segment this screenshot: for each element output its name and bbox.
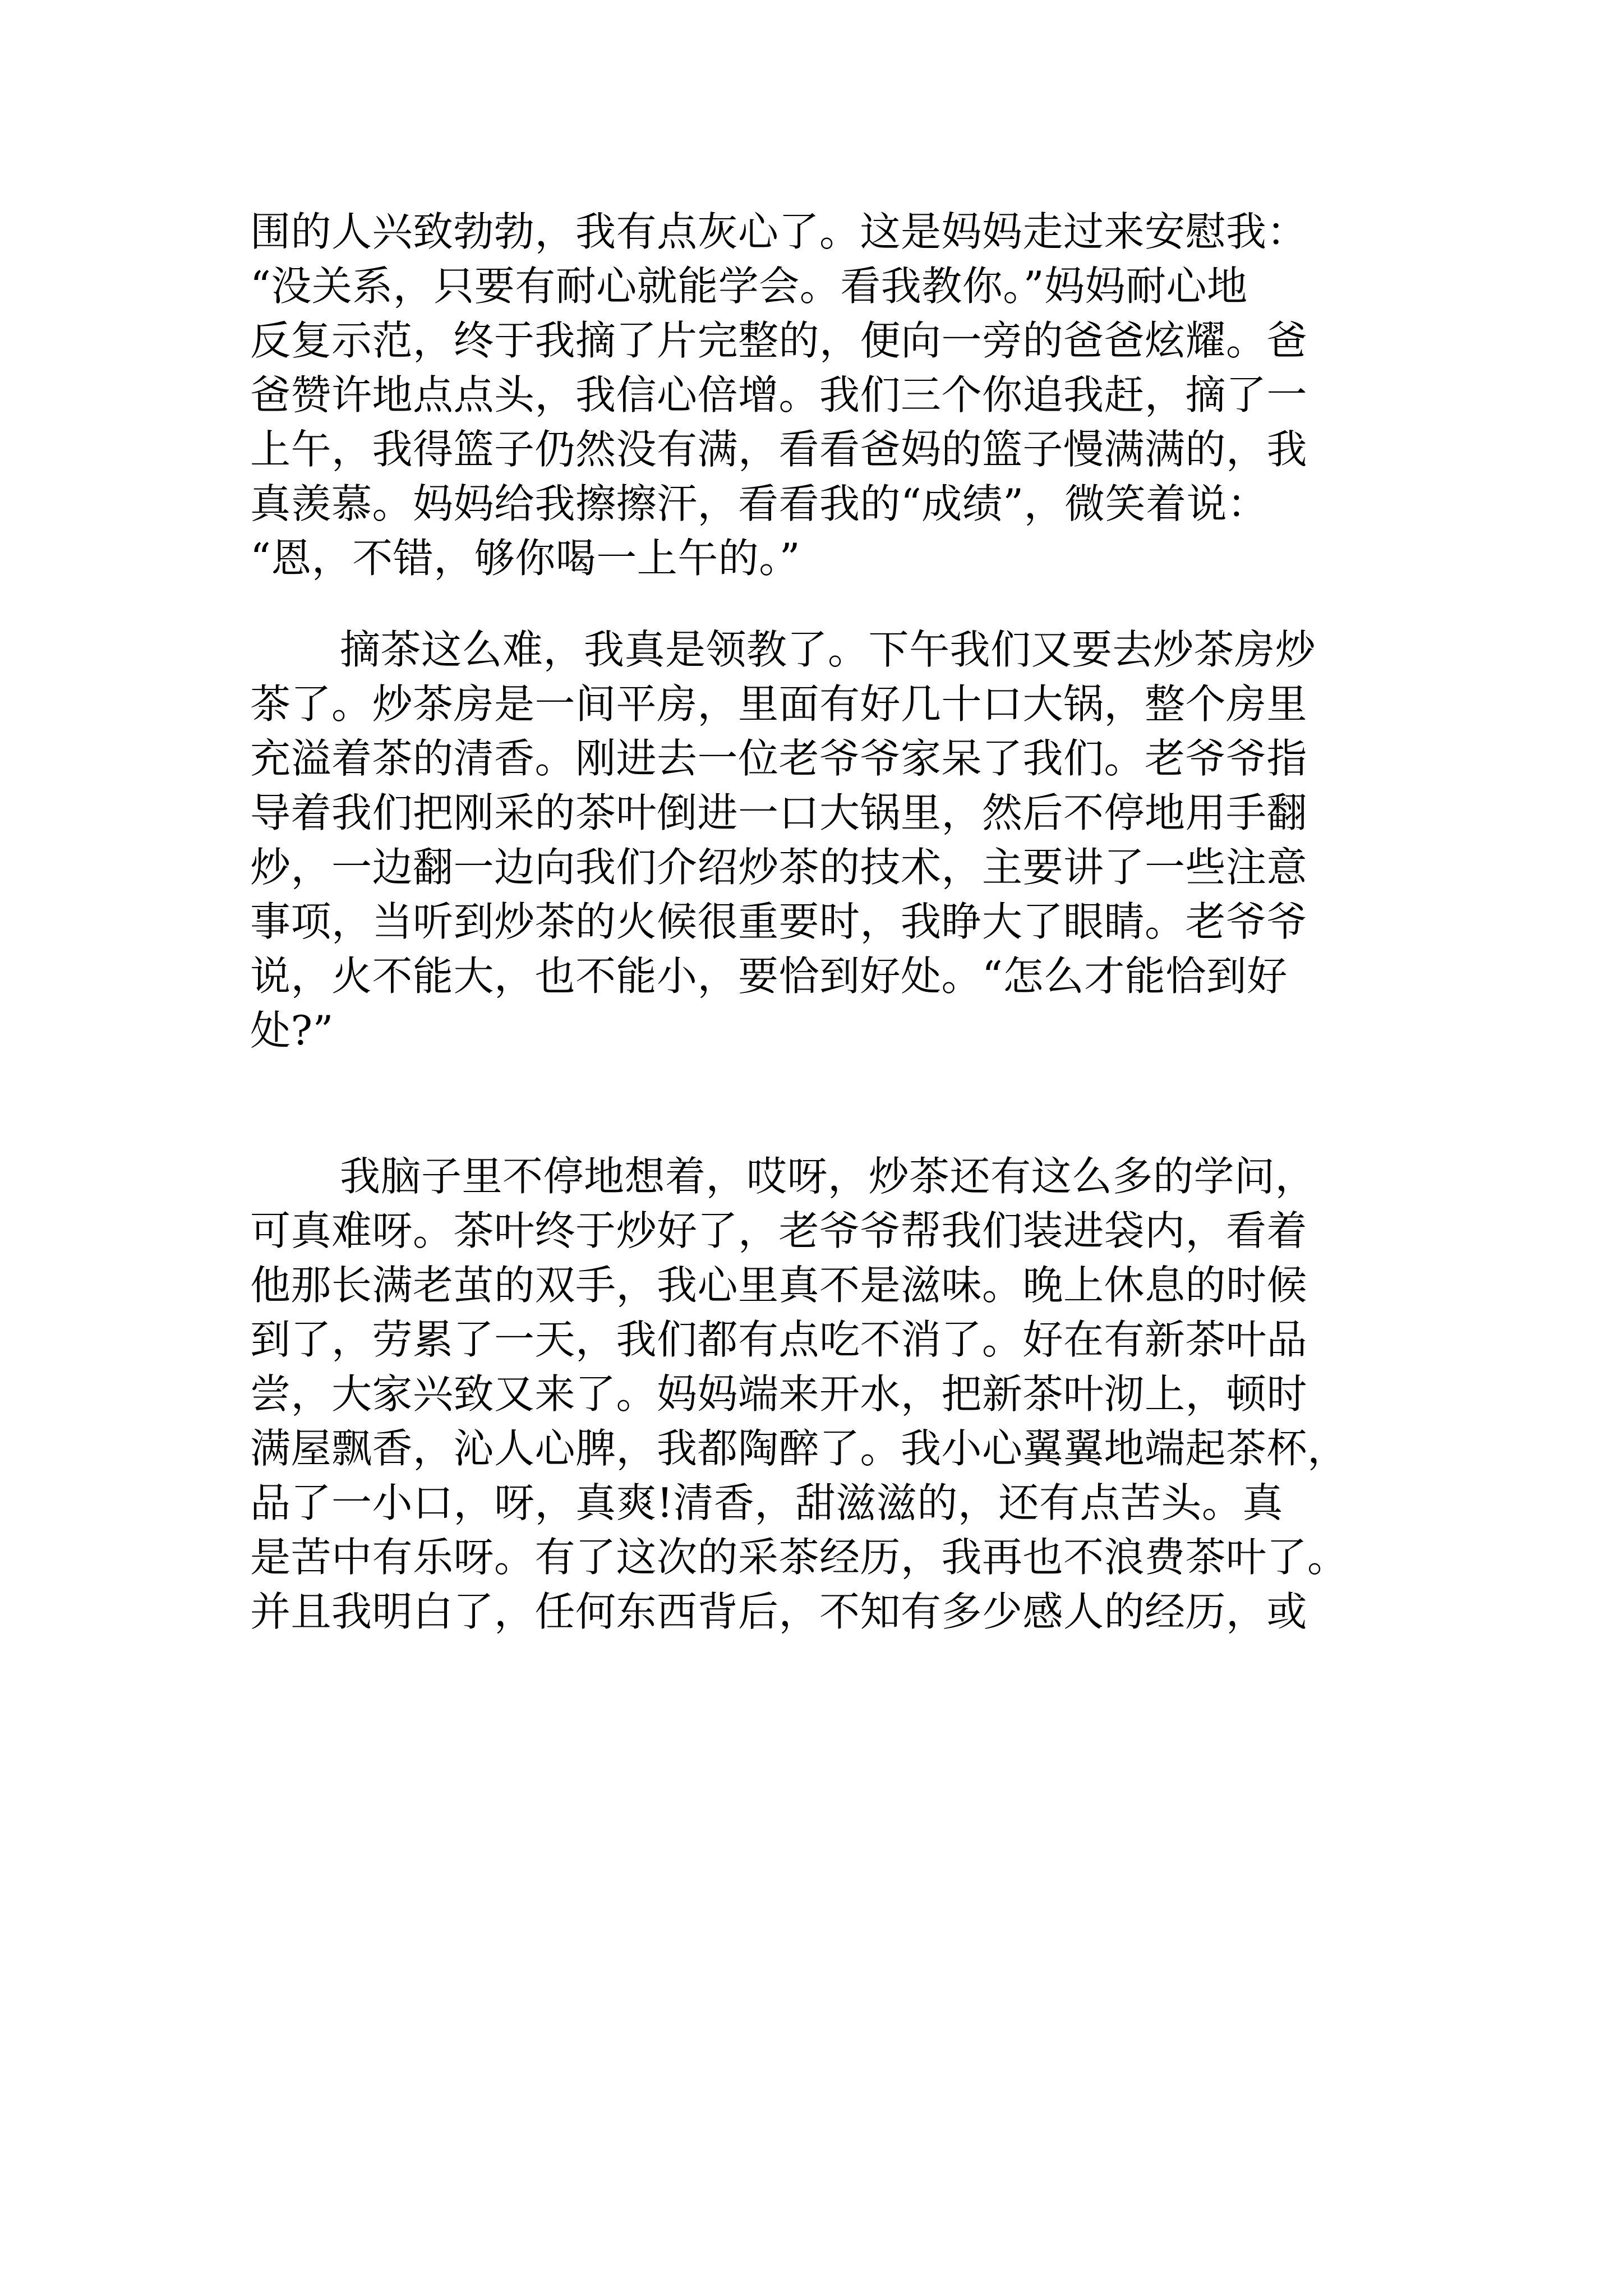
- text-line: 摘茶这么难，我真是领教了。下午我们又要去炒茶房炒: [340, 626, 1316, 673]
- text-line: 充溢着茶的清香。刚进去一位老爷爷家呆了我们。老爷爷指: [250, 735, 1308, 782]
- text-line: 上午，我得篮子仍然没有满，看看爸妈的篮子慢满满的，我: [250, 426, 1308, 473]
- text-line: 导着我们把刚采的茶叶倒进一口大锅里，然后不停地用手翻: [250, 789, 1308, 836]
- text-line: 可真难呀。茶叶终于炒好了，老爷爷帮我们装进袋内，看着: [250, 1207, 1308, 1254]
- text-line: 品了一小口，呀，真爽!清香，甜滋滋的，还有点苦头。真: [250, 1479, 1283, 1526]
- body-text: [250, 205, 1389, 1639]
- text-line: 满屋飘香，沁人心脾，我都陶醉了。我小心翼翼地端起茶杯，: [250, 1425, 1348, 1472]
- text-line: 尝，大家兴致又来了。妈妈端来开水，把新茶叶沏上，顿时: [250, 1370, 1308, 1418]
- text-line: 他那长满老茧的双手，我心里真不是滋味。晚上休息的时候: [250, 1262, 1308, 1309]
- text-line: 并且我明白了，任何东西背后，不知有多少感人的经历，或: [250, 1588, 1308, 1635]
- text-line: 到了，劳累了一天，我们都有点吃不消了。好在有新茶叶品: [250, 1316, 1308, 1363]
- text-line: [250, 1058, 1389, 1112]
- text-line: 真羡慕。妈妈给我擦擦汗，看看我的“成绩”，微笑着说：: [250, 480, 1268, 527]
- text-line: 处?”: [250, 1007, 334, 1054]
- text-line: 围的人兴致勃勃，我有点灰心了。这是妈妈走过来安慰我：: [250, 208, 1308, 255]
- text-line: 爸赞许地点点头，我信心倍增。我们三个你追我赶，摘了一: [250, 371, 1308, 418]
- paragraph-gap: [250, 586, 1389, 623]
- text-line: 茶了。炒茶房是一间平房，里面有好几十口大锅，整个房里: [250, 680, 1308, 728]
- text-line: 是苦中有乐呀。有了这次的采茶经历，我再也不浪费茶叶了。: [250, 1534, 1348, 1581]
- text-line: 我脑子里不停地想着，哎呀，炒茶还有这么多的学问，: [340, 1153, 1316, 1200]
- text-line: 事项，当听到炒茶的火候很重要时，我睁大了眼睛。老爷爷: [250, 898, 1308, 945]
- paragraph-gap: [250, 1112, 1389, 1149]
- text-line: 反复示范，终于我摘了片完整的，便向一旁的爸爸炫耀。爸: [250, 317, 1308, 364]
- text-line: “恩，不错，够你喝一上午的。”: [250, 535, 801, 582]
- text-line: “没关系，只要有耐心就能学会。看我教你。”妈妈耐心地: [250, 263, 1248, 310]
- text-line: 说，火不能大，也不能小，要恰到好处。“怎么才能恰到好: [250, 953, 1288, 1000]
- text-line: 炒，一边翻一边向我们介绍炒茶的技术，主要讲了一些注意: [250, 844, 1308, 891]
